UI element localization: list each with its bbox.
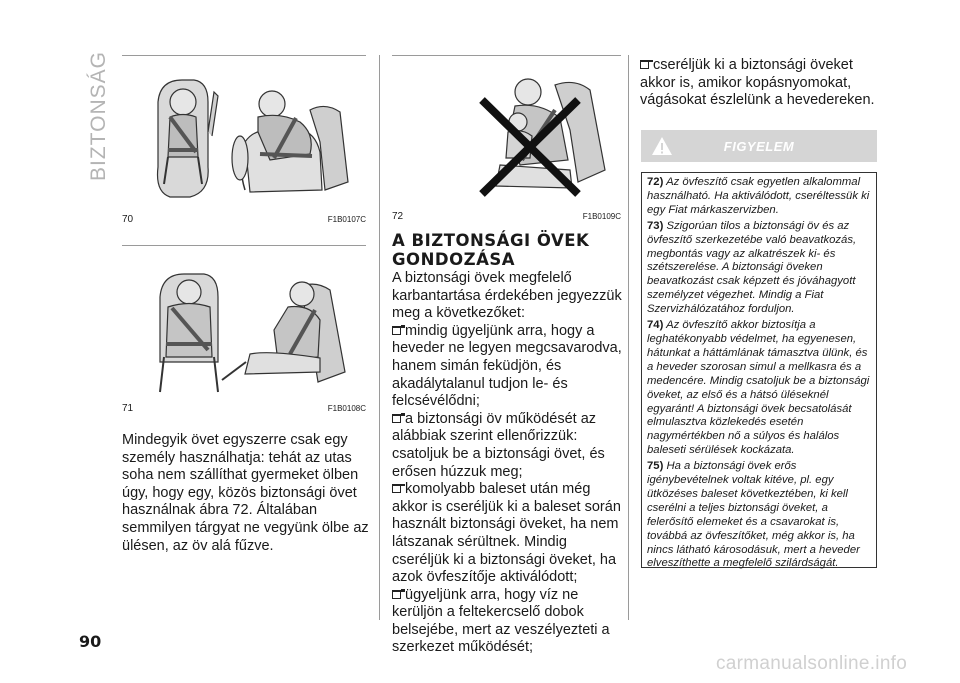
column-1-text: [122, 432, 370, 555]
heading-line-2: GONDOZÁSA: [392, 250, 515, 269]
warning-item: [647, 176, 871, 218]
bullet-icon: [392, 590, 401, 599]
warning-item-text: Az övfeszítő csak egyetlen alkalommal használható. Ha aktiválódott, cseréltessük ki egy Fiat márkaszervizben.: [647, 176, 870, 216]
bullet-icon: [392, 414, 401, 423]
section-label: [80, 51, 110, 190]
bullet-text: ügyeljünk arra, hogy víz ne kerüljön a feltekercselő dobok belsejébe, mert az veszélyezteti a szerkezet működését;: [392, 586, 610, 656]
figure-72-image: [460, 70, 610, 202]
figure-number: 71: [122, 403, 134, 414]
crossed-out-lap-child-icon: [460, 70, 610, 202]
warning-item-number: 72): [647, 176, 664, 188]
warning-text: [642, 173, 876, 571]
warning-item-text: Szigorúan tilos a biztonsági öv és az övfeszítő szerkezetébe való beavatkozás, megbontás vagy az alkatrészek ki- és szétszerelése. A biztonsági öveken beavatkozást csak képzett és jóváhagyott személyzet végezhet. Mindig a Fiat Szervizhálózatához forduljon.: [647, 219, 857, 316]
column-2-content: [392, 231, 624, 657]
bullet-item: [392, 587, 624, 657]
warning-item: [647, 460, 871, 571]
figure-number: 72: [392, 211, 404, 222]
column-3-text: [640, 57, 880, 110]
figure-71-image: [150, 262, 355, 395]
bullet-text: mindig ügyeljünk arra, hogy a heveder ne legyen megcsavarodva, hanem simán feküdjön, és akadálytalanul tudjon le- és felcsévélődni;: [392, 322, 622, 410]
bullet-icon: [392, 484, 401, 493]
warning-item: [647, 220, 871, 317]
bullet-item: [640, 57, 880, 110]
paragraph: Mindegyik övet egyszerre csak egy személy használhatja: tehát az utas soha nem szállíthat gyermeket ölben úgy, hogy egy, közös biztonsági övet használnak ábra 72. Általában semmilyen tárgyat ne vegyünk ölbe az ülésen, az öv alá fűzve.: [122, 432, 369, 554]
bullet-text: cseréljük ki a biztonsági öveket akkor is, amikor kopásnyomokat, vágásokat észlelünk a hevedereken.: [640, 57, 875, 109]
bullet-item: [392, 323, 624, 411]
bullet-icon: [392, 326, 401, 335]
warning-item-text: Az övfeszítő akkor biztosítja a leghatékonyabb védelmet, ha egyenesen, hátunkat a háttámlának támasztva ülünk, és a heveder szorosan simul a mellkasra és a medencére. Mindig csatoljuk be a biztonsági öveket, az első és a hátsó üléseknél egyaránt! A biztonsági övek becsatolását elmulasztva közlekedés esetén nagymértékben nő a súlyos és halálos baleseti sérülések kockázata.: [647, 319, 870, 457]
column-divider-2: [628, 55, 629, 620]
bullet-text: a biztonsági öv működését az alábbiak szerint ellenőrizzük: csatoljuk be a biztonsági övet, és erősen húzzuk meg;: [392, 410, 605, 480]
adult-seatbelt-illustration-icon: [150, 262, 355, 395]
warning-item-number: 73): [647, 219, 664, 232]
figure-code: F1B0108C: [327, 404, 366, 413]
heading-line-1: A BIZTONSÁGI ÖVEK: [392, 231, 590, 250]
section-title: BIZTONSÁG: [87, 51, 110, 181]
page-number: 90: [79, 632, 102, 651]
warning-item-text: Ha a biztonsági övek erős igénybevételnek voltak kitéve, pl. egy ütközéses baleset következtében, ki kell cserélni a teljes biztonsági öveket, a felerősítő elemeket és a csavarokat is, továbbá az övfeszítőket, még akkor is, ha nincs látható károsodásuk, mert a heveder elveszíthette a megfelelő szilárdságát.: [647, 460, 860, 570]
column-2-text: [392, 270, 624, 657]
warning-title: FIGYELEM: [723, 139, 795, 154]
figure-72-top-rule: [392, 55, 621, 56]
bullet-item: [392, 481, 624, 587]
figure-72-caption: [392, 211, 621, 225]
bullet-item: [392, 411, 624, 481]
figure-number: 70: [122, 214, 134, 225]
column-divider-1: [379, 55, 380, 620]
section-heading: [392, 231, 624, 269]
figure-70-top-rule: [122, 55, 366, 56]
footer-watermark: carmanualsonline.info: [716, 653, 908, 674]
figure-70-caption: [122, 214, 366, 228]
bullet-text: komolyabb baleset után még akkor is cseréljük ki a baleset során használt biztonsági öveket, ha nem látszanak sérültnek. Mindig cseréljük ki a biztonsági öveket, ha azok övfeszítője aktiválódott;: [392, 481, 621, 586]
figure-code: F1B0109C: [582, 212, 621, 221]
figure-71-caption: [122, 403, 366, 417]
seatbelt-illustration-icon: [150, 72, 355, 207]
warning-item: [647, 319, 871, 458]
figure-code: F1B0107C: [327, 215, 366, 224]
intro-paragraph: A biztonsági övek megfelelő karbantartása érdekében jegyezzük meg a következőket:: [392, 270, 622, 322]
warning-item-number: 74): [647, 319, 664, 332]
warning-box: [641, 172, 877, 568]
warning-item-number: 75): [647, 460, 664, 473]
figure-70-image: [150, 72, 355, 207]
figure-71-top-rule: [122, 245, 366, 246]
bullet-icon: [640, 60, 649, 69]
warning-header: [641, 130, 877, 162]
